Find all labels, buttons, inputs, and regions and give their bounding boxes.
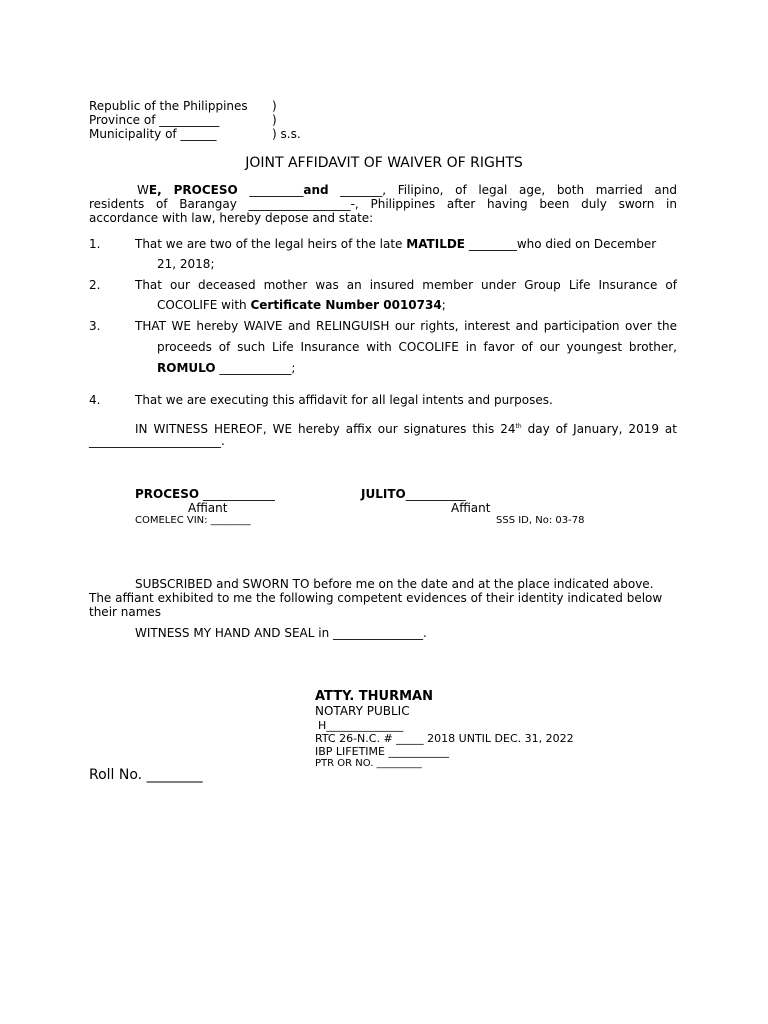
intro-blank-1: _________	[237, 183, 304, 197]
venue-municipality: Municipality of ______	[89, 127, 217, 141]
signatory-name-line	[361, 487, 466, 501]
notary-rtc: RTC 26-N.C. # _____ 2018 UNTIL DEC. 31, 2022	[315, 732, 574, 745]
item-1-line-1	[135, 237, 656, 251]
item-4-line-1: That we are executing this affidavit for all legal intents and purposes.	[135, 393, 553, 407]
item-2-text-a: COCOLIFE with	[157, 298, 251, 312]
intro-line-1	[137, 183, 677, 197]
item-3-beneficiary: ROMULO	[157, 361, 216, 375]
item-1-text-a: That we are two of the legal heirs of the late	[135, 237, 407, 251]
item-3-line-3	[157, 361, 295, 375]
witness-line-2: ______________________.	[89, 434, 225, 448]
jurat-line-3: their names	[89, 605, 162, 619]
intro-rest-1: _______, Filipino, of legal age, both married and	[328, 183, 677, 197]
item-number: 1.	[89, 237, 101, 251]
intro-line-3: accordance with law, hereby depose and state:	[89, 211, 374, 225]
venue-paren-2: )	[272, 113, 277, 127]
jurat-line-2: The affiant exhibited to me the following competent evidences of their identity indicated below	[89, 591, 663, 605]
document-title: JOINT AFFIDAVIT OF WAIVER OF RIGHTS	[245, 155, 523, 171]
item-2-line-1: That our deceased mother was an insured member under Group Life Insurance of	[135, 278, 677, 292]
witness-ordinal: th	[515, 423, 522, 430]
venue-paren-1: )	[272, 99, 277, 113]
item-number: 3.	[89, 319, 101, 333]
intro-we-prefix: W	[137, 183, 149, 197]
intro-and: and	[303, 183, 329, 197]
notary-h: H______________	[318, 719, 404, 732]
witness-text-a: IN WITNESS HEREOF, WE hereby affix our signatures this 24	[135, 422, 516, 436]
item-number: 2.	[89, 278, 101, 292]
venue-country: Republic of the Philippines	[89, 99, 248, 113]
jurat-line-1: SUBSCRIBED and SWORN TO before me on the date and at the place indicated above.	[135, 577, 654, 591]
venue-ss: ) s.s.	[272, 127, 301, 141]
item-2-line-2	[157, 298, 446, 312]
notary-title: NOTARY PUBLIC	[315, 704, 410, 718]
item-3-text-b: ____________;	[215, 361, 296, 375]
intro-line-2: residents of Barangay _________________-, Philippines after having been duly sworn in	[89, 197, 677, 211]
item-number: 4.	[89, 393, 101, 407]
item-2-certificate: Certificate Number 0010734	[250, 298, 442, 312]
signatory-blank: __________	[405, 487, 466, 501]
item-2-text-b: ;	[441, 298, 446, 312]
signatory-id: SSS ID, No: 03-78	[496, 515, 585, 526]
notary-ibp: IBP LIFETIME ___________	[315, 745, 449, 758]
signatory-name: PROCESO	[135, 487, 200, 501]
signatory-name-line	[135, 487, 275, 501]
roll-number: Roll No. ________	[89, 767, 203, 783]
item-1-line-2: 21, 2018;	[157, 257, 215, 271]
item-3-line-1: THAT WE hereby WAIVE and RELINGUISH our rights, interest and participation over the	[135, 319, 677, 333]
signatory-id: COMELEC VIN: ________	[135, 515, 251, 526]
signatory-name: JULITO	[361, 487, 406, 501]
item-1-deceased-name: MATILDE	[406, 237, 466, 251]
notary-ptr: PTR OR NO. _________	[315, 758, 422, 769]
item-1-text-b: ________who died on December	[465, 237, 657, 251]
intro-we-bold: E, PROCESO	[148, 183, 238, 197]
witness-text-b: day of January, 2019 at	[521, 422, 677, 436]
hand-and-seal: WITNESS MY HAND AND SEAL in _______________.	[135, 626, 427, 640]
signatory-role: Affiant	[451, 501, 491, 515]
notary-name: ATTY. THURMAN	[315, 689, 434, 704]
venue-province: Province of __________	[89, 113, 220, 127]
signatory-role: Affiant	[188, 501, 228, 515]
signatory-blank: ____________	[199, 487, 275, 501]
item-3-line-2: proceeds of such Life Insurance with COCOLIFE in favor of our youngest brother,	[157, 340, 677, 354]
